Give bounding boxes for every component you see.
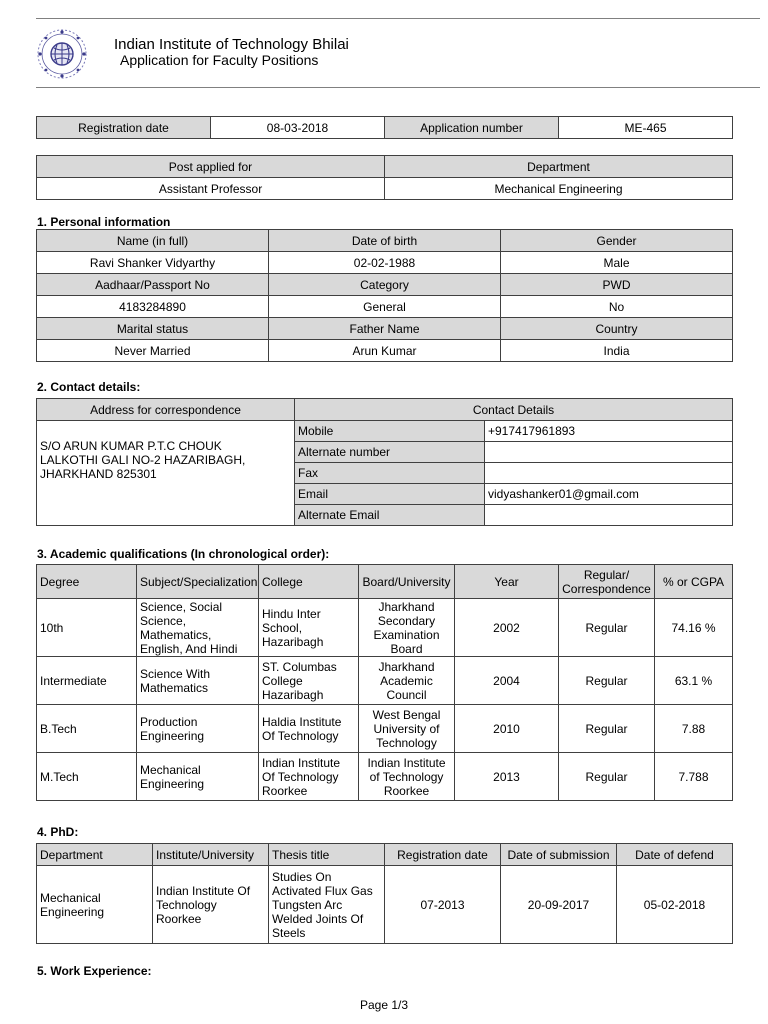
- academic-heading: 3. Academic qualifications (In chronological order):: [37, 547, 330, 561]
- phd-cell: 07-2013: [385, 866, 501, 944]
- phd-column-header: Department: [37, 844, 153, 866]
- contact-field-value: vidyashanker01@gmail.com: [485, 484, 733, 505]
- contact-header-row: [37, 399, 733, 421]
- phd-cell: 05-02-2018: [617, 866, 733, 944]
- contact-details-label: Contact Details: [295, 399, 733, 421]
- phd-row: [37, 866, 733, 944]
- academic-row: [37, 753, 733, 801]
- academic-column-header: % or CGPA: [655, 565, 733, 599]
- academic-cell: Production Engineering: [137, 705, 259, 753]
- contact-field-label: Fax: [295, 463, 485, 484]
- application-number-label: Application number: [385, 117, 559, 139]
- academic-cell: B.Tech: [37, 705, 137, 753]
- academic-column-header: College: [259, 565, 359, 599]
- department-label: Department: [385, 156, 733, 178]
- phd-column-header: Date of submission: [501, 844, 617, 866]
- contact-field-label: Alternate Email: [295, 505, 485, 526]
- academic-cell: Regular: [559, 599, 655, 657]
- phd-column-header: Date of defend: [617, 844, 733, 866]
- academic-cell: Jharkhand Academic Council: [359, 657, 455, 705]
- personal-field-label: Date of birth: [269, 230, 501, 252]
- academic-cell: West Bengal University of Technology: [359, 705, 455, 753]
- personal-field-value: Never Married: [37, 340, 269, 362]
- contact-heading: 2. Contact details:: [37, 380, 141, 394]
- phd-header-row: [37, 844, 733, 866]
- personal-value-row: [37, 252, 733, 274]
- academic-cell: Haldia Institute Of Technology: [259, 705, 359, 753]
- personal-field-label: Aadhaar/Passport No: [37, 274, 269, 296]
- personal-value-row: [37, 296, 733, 318]
- academic-cell: 10th: [37, 599, 137, 657]
- contact-field-value: [485, 442, 733, 463]
- academic-cell: 63.1 %: [655, 657, 733, 705]
- post-label: Post applied for: [37, 156, 385, 178]
- academic-table: [36, 564, 733, 801]
- phd-column-header: Thesis title: [269, 844, 385, 866]
- personal-field-value: 4183284890: [37, 296, 269, 318]
- academic-cell: 2013: [455, 753, 559, 801]
- academic-cell: 2004: [455, 657, 559, 705]
- contact-field-value: [485, 505, 733, 526]
- phd-column-header: Registration date: [385, 844, 501, 866]
- personal-field-label: Gender: [501, 230, 733, 252]
- contact-row: [37, 421, 733, 442]
- academic-cell: Science With Mathematics: [137, 657, 259, 705]
- personal-field-value: 02-02-1988: [269, 252, 501, 274]
- header-rule: [36, 87, 760, 88]
- phd-table: [36, 843, 733, 944]
- institute-name: Indian Institute of Technology Bhilai: [114, 36, 349, 53]
- academic-column-header: Regular/ Correspondence: [559, 565, 655, 599]
- academic-column-header: Year: [455, 565, 559, 599]
- academic-cell: 7.88: [655, 705, 733, 753]
- academic-cell: ST. Columbas College Hazaribagh: [259, 657, 359, 705]
- personal-header-row: [37, 318, 733, 340]
- post-table: [36, 155, 733, 200]
- registration-date-label: Registration date: [37, 117, 211, 139]
- academic-cell: Regular: [559, 753, 655, 801]
- academic-cell: Hindu Inter School, Hazaribagh: [259, 599, 359, 657]
- phd-cell: Mechanical Engineering: [37, 866, 153, 944]
- academic-row: [37, 599, 733, 657]
- personal-field-value: No: [501, 296, 733, 318]
- address-label: Address for correspondence: [37, 399, 295, 421]
- academic-cell: 2010: [455, 705, 559, 753]
- personal-value-row: [37, 340, 733, 362]
- registration-date-value: 08-03-2018: [211, 117, 385, 139]
- contact-table: [36, 398, 733, 526]
- personal-table: [36, 229, 733, 362]
- application-number-value: ME-465: [559, 117, 733, 139]
- personal-field-label: PWD: [501, 274, 733, 296]
- academic-cell: 2002: [455, 599, 559, 657]
- personal-header-row: [37, 230, 733, 252]
- page-number: Page 1/3: [359, 998, 409, 1012]
- personal-field-value: India: [501, 340, 733, 362]
- personal-field-label: Father Name: [269, 318, 501, 340]
- contact-field-value: [485, 463, 733, 484]
- work-heading: 5. Work Experience:: [37, 964, 152, 978]
- academic-cell: Jharkhand Secondary Examination Board: [359, 599, 455, 657]
- academic-cell: Indian Institute Of Technology Roorkee: [259, 753, 359, 801]
- post-value: Assistant Professor: [37, 178, 385, 200]
- contact-field-label: Email: [295, 484, 485, 505]
- iit-bhilai-logo-icon: [36, 28, 88, 80]
- academic-column-header: Degree: [37, 565, 137, 599]
- department-value: Mechanical Engineering: [385, 178, 733, 200]
- academic-cell: Science, Social Science, Mathematics, English, And Hindi: [137, 599, 259, 657]
- academic-cell: 7.788: [655, 753, 733, 801]
- phd-cell: Studies On Activated Flux Gas Tungsten Arc Welded Joints Of Steels: [269, 866, 385, 944]
- personal-field-value: General: [269, 296, 501, 318]
- personal-field-value: Ravi Shanker Vidyarthy: [37, 252, 269, 274]
- phd-heading: 4. PhD:: [37, 825, 79, 839]
- personal-header-row: [37, 274, 733, 296]
- academic-header-row: [37, 565, 733, 599]
- correspondence-address: S/O ARUN KUMAR P.T.C CHOUK LALKOTHI GALI NO-2 HAZARIBAGH, JHARKHAND 825301: [37, 421, 295, 526]
- registration-table: [36, 116, 733, 139]
- personal-field-value: Male: [501, 252, 733, 274]
- top-rule: [36, 18, 760, 19]
- personal-field-value: Arun Kumar: [269, 340, 501, 362]
- personal-field-label: Name (in full): [37, 230, 269, 252]
- academic-column-header: Subject/Specialization: [137, 565, 259, 599]
- academic-cell: Intermediate: [37, 657, 137, 705]
- academic-cell: 74.16 %: [655, 599, 733, 657]
- contact-field-label: Mobile: [295, 421, 485, 442]
- form-title: Application for Faculty Positions: [120, 52, 319, 68]
- personal-field-label: Category: [269, 274, 501, 296]
- personal-field-label: Country: [501, 318, 733, 340]
- academic-column-header: Board/University: [359, 565, 455, 599]
- academic-cell: Indian Institute of Technology Roorkee: [359, 753, 455, 801]
- academic-row: [37, 657, 733, 705]
- academic-cell: M.Tech: [37, 753, 137, 801]
- phd-cell: 20-09-2017: [501, 866, 617, 944]
- personal-heading: 1. Personal information: [37, 215, 171, 229]
- contact-field-label: Alternate number: [295, 442, 485, 463]
- academic-cell: Mechanical Engineering: [137, 753, 259, 801]
- academic-cell: Regular: [559, 657, 655, 705]
- phd-cell: Indian Institute Of Technology Roorkee: [153, 866, 269, 944]
- academic-cell: Regular: [559, 705, 655, 753]
- personal-field-label: Marital status: [37, 318, 269, 340]
- contact-field-value: +917417961893: [485, 421, 733, 442]
- academic-row: [37, 705, 733, 753]
- phd-column-header: Institute/University: [153, 844, 269, 866]
